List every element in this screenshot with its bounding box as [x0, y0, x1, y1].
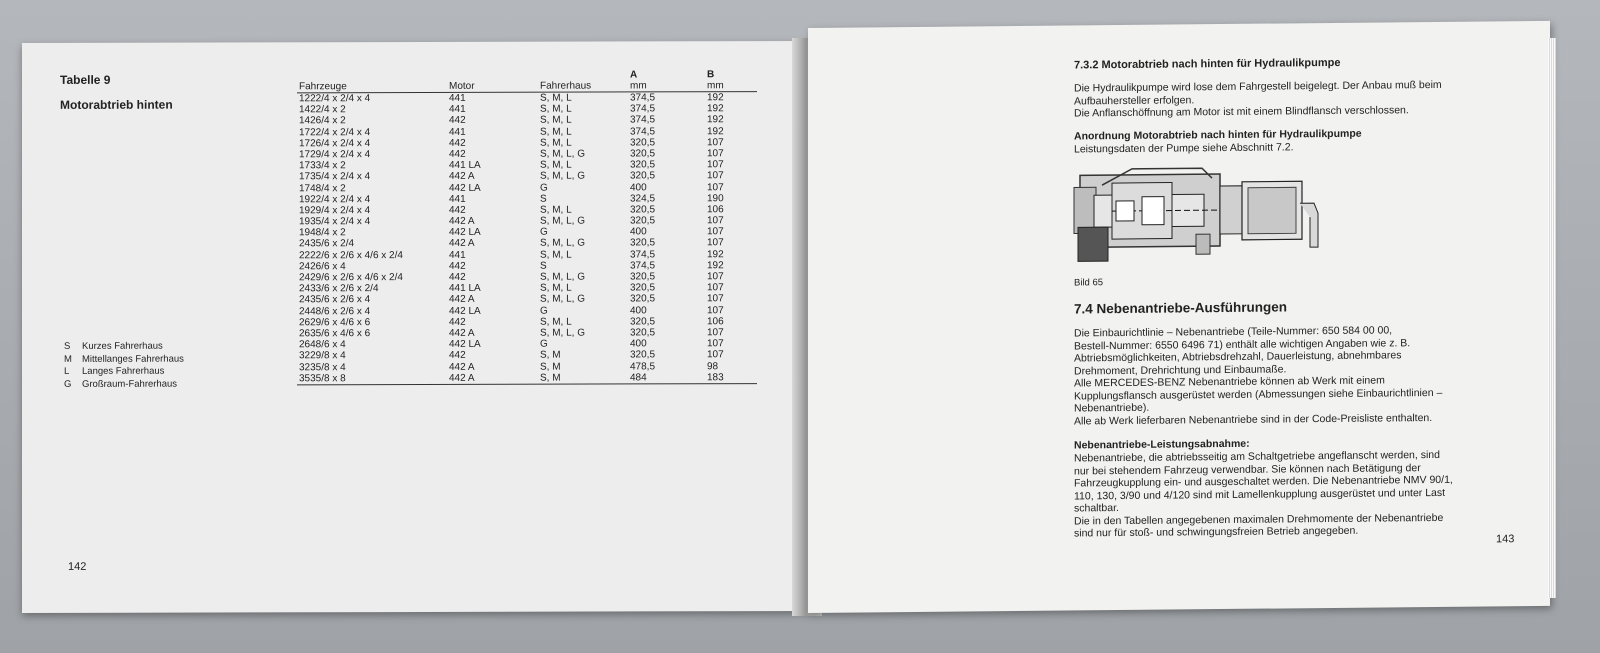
table-cell: 442 A [449, 171, 475, 183]
table-cell: S, M, L, G [540, 170, 586, 182]
table-cell: 107 [707, 159, 724, 171]
text-line: 110, 130, 3/90 und 4/120 sind mit Lamellenkupplung ausgerüstet und unter Last [1074, 486, 1446, 502]
table-cell: 2629/6 x 4/6 x 6 [299, 316, 371, 329]
text-line: Kupplungsflansch ausgerüstet werden (Abmessungen siehe Einbaurichtlinien – [1074, 386, 1443, 402]
table-cell: 441 [449, 104, 466, 116]
text-line: Alle ab Werk lieferbaren Nebenantriebe sind in der Code-Preisliste enthalten. [1074, 411, 1433, 427]
table-cell: 107 [707, 349, 724, 361]
table-cell: 107 [707, 181, 724, 193]
table-cell: 183 [707, 371, 724, 383]
table-cell: S [540, 193, 547, 205]
table-cell: 442 [449, 115, 466, 127]
table-cell: 442 LA [449, 338, 481, 351]
table-cell: S, M, L [540, 103, 572, 115]
table-cell: 441 [449, 193, 466, 205]
table-cell: 374,5 [630, 92, 656, 104]
text-line: Alle MERCEDES-BENZ Nebenantriebe können ab Werk mit einem [1074, 374, 1385, 390]
table-cell: 442 [449, 137, 466, 149]
table-cell: 320,5 [630, 170, 656, 182]
table-subtitle: Motorabtrieb hinten [60, 97, 173, 112]
table-cell: 320,5 [630, 271, 656, 283]
table-cell: 2429/6 x 2/6 x 4/6 x 2/4 [299, 272, 403, 284]
table-title: Tabelle 9 [60, 72, 111, 87]
header-cab: Fahrerhaus [540, 80, 592, 92]
table-cell: 442 A [449, 361, 475, 373]
left-page [22, 41, 812, 613]
figure-caption: Bild 65 [1074, 277, 1104, 289]
table-cell: 400 [630, 226, 647, 238]
table-cell: 106 [707, 315, 724, 327]
table-cell: 1748/4 x 2 [299, 182, 346, 194]
table-cell: S, M, L [540, 159, 572, 171]
table-cell: 2435/6 x 2/6 x 4 [299, 294, 371, 306]
legend-item [64, 378, 184, 391]
table-cell: 2222/6 x 2/6 x 4/6 x 2/4 [299, 249, 403, 261]
table-cell: 320,5 [630, 282, 656, 294]
table-cell: 320,5 [630, 316, 656, 328]
intro-line: Die Anflanschöffnung am Motor ist mit einem Blindflansch verschlossen. [1074, 104, 1409, 120]
table-cell: 320,5 [630, 293, 656, 305]
table-cell: 1426/4 x 2 [299, 115, 346, 127]
table-cell: 484 [630, 372, 647, 384]
table-body [297, 92, 757, 385]
table-cell: S, M, L, G [540, 293, 586, 306]
legend-label: Mittellanges Fahrerhaus [82, 353, 184, 365]
text-line: Abtriebsmöglichkeiten, Abtriebsdrehzahl, Dauerleistung, abnehmbares [1074, 349, 1402, 365]
table-cell: 107 [707, 327, 724, 339]
table-cell: 442 [449, 350, 466, 362]
table-cell: 2435/6 x 2/4 [299, 238, 355, 250]
header-vehicle: Fahrzeuge [299, 81, 347, 93]
table-cell: 2433/6 x 2/6 x 2/4 [299, 283, 379, 295]
table-cell: 192 [707, 260, 724, 272]
table-cell: G [540, 226, 548, 238]
table-cell: S, M, L [540, 114, 572, 127]
table-cell: 1722/4 x 2/4 x 4 [299, 126, 371, 138]
text-line: Nebenantriebe, die abtriebsseitig am Schaltgetriebe angeflanscht werden, sind [1074, 448, 1440, 465]
page-number-right: 143 [1496, 533, 1515, 546]
legend-key: S [64, 340, 71, 352]
table-cell: 2448/6 x 2/6 x 4 [299, 305, 371, 317]
table-cell: 442 A [449, 238, 475, 250]
table-cell: 107 [707, 148, 724, 160]
table-cell: 192 [707, 125, 724, 137]
table-cell: 400 [630, 181, 647, 193]
table-cell: 106 [707, 204, 724, 216]
table-cell: 320,5 [630, 148, 656, 160]
table-cell: S, M, L [540, 282, 572, 294]
table-cell: S [540, 260, 547, 272]
table-cell: 400 [630, 304, 647, 317]
legend-key: M [64, 353, 72, 365]
table-cell: 441 [449, 126, 466, 138]
table-cell: 374,5 [630, 125, 656, 138]
table-cell: 1726/4 x 2/4 x 4 [299, 137, 371, 150]
table-cell: 442 [449, 148, 466, 160]
table-cell: 374,5 [630, 249, 656, 261]
table-cell: 442 A [449, 294, 475, 306]
arrangement-title: Anordnung Motorabtrieb nach hinten für Hydraulikpumpe [1074, 127, 1362, 143]
text-line: Bestell-Nummer: 6550 6496 71) enthält alle wichtigen Angaben wie z. B. [1074, 336, 1411, 352]
table-cell: 1729/4 x 2/4 x 4 [299, 149, 371, 161]
table-cell: S, M, L [540, 126, 572, 138]
table-cell: S, M, L [540, 204, 572, 216]
subsection-text [1074, 448, 1514, 540]
table-cell: 107 [707, 293, 724, 305]
text-line: Fahrzeugkupplung ein- und ausgeschaltet werden. Die Nebenantriebe NMV 90/1, [1074, 473, 1453, 490]
legend-item [64, 341, 184, 354]
table-cell: 374,5 [630, 103, 656, 115]
table-cell: 320,5 [630, 237, 656, 249]
legend-label: Langes Fahrerhaus [82, 365, 165, 377]
table-cell: S, M [540, 361, 561, 373]
section-heading-7-4: 7.4 Nebenantriebe-Ausführungen [1074, 299, 1288, 317]
table-row [297, 372, 757, 384]
legend-label: Großraum-Fahrerhaus [82, 378, 178, 390]
hydraulic-pump-drawing [1072, 163, 1334, 266]
table-header [297, 69, 757, 93]
table-cell: 107 [707, 304, 724, 316]
table-cell: 3235/8 x 4 [299, 361, 346, 373]
table-cell: 374,5 [630, 260, 656, 272]
table-cell: S, M, L [540, 249, 572, 261]
table-cell: 320,5 [630, 215, 656, 227]
table-cell: 441 [449, 249, 466, 261]
table-cell: 442 LA [449, 182, 481, 194]
legend-item [64, 353, 184, 366]
intro-line: Aufbauhersteller erfolgen. [1074, 93, 1195, 107]
table-cell: 442 LA [449, 227, 481, 239]
table-cell: 1929/4 x 2/4 x 4 [299, 204, 371, 217]
table-cell: S, M, L, G [540, 237, 586, 250]
table-cell: 320,5 [630, 137, 656, 149]
table-cell: 400 [630, 338, 647, 350]
table-cell: 1733/4 x 2 [299, 160, 346, 172]
table-cell: 1922/4 x 2/4 x 4 [299, 193, 371, 205]
vehicle-table [297, 69, 757, 385]
subsection-title: Nebenantriebe-Leistungsabnahme: [1074, 437, 1250, 452]
table-cell: 442 LA [449, 305, 481, 317]
page-number-left: 142 [68, 560, 87, 573]
table-cell: 192 [707, 114, 724, 126]
table-cell: 441 LA [449, 159, 481, 172]
table-cell: 442 A [449, 215, 475, 227]
table-cell: 320,5 [630, 159, 656, 171]
table-cell: S, M [540, 372, 561, 384]
text-line: Die Einbaurichtlinie – Nebenantriebe (Teile-Nummer: 650 584 00 00, [1074, 324, 1393, 340]
table-cell: 442 [449, 316, 466, 328]
table-cell: G [540, 338, 548, 350]
table-cell: 190 [707, 192, 724, 204]
table-cell: S, M, L, G [540, 271, 586, 283]
table-cell: S, M, L, G [540, 327, 586, 339]
table-cell: 320,5 [630, 327, 656, 339]
header-motor: Motor [449, 80, 475, 92]
table-cell: 374,5 [630, 114, 656, 126]
intro-text [1074, 78, 1514, 120]
table-cell: 324,5 [630, 193, 656, 205]
table-cell: 3229/8 x 4 [299, 350, 346, 362]
table-cell: 320,5 [630, 349, 656, 361]
table-cell: S, M, L [540, 316, 572, 328]
table-cell: S, M, L, G [540, 215, 586, 227]
text-line: schaltbar. [1074, 502, 1119, 515]
table-cell: S, M [540, 349, 561, 361]
table-cell: 107 [707, 237, 724, 249]
section-heading-7-3-2: 7.3.2 Motorabtrieb nach hinten für Hydraulikpumpe [1074, 56, 1341, 72]
right-page [808, 21, 1550, 613]
table-cell: S, M, L [540, 92, 572, 104]
table-cell: 442 [449, 271, 466, 283]
table-cell: 442 A [449, 327, 475, 339]
legend-key: L [64, 365, 70, 377]
table-cell: G [540, 182, 548, 194]
table-cell: S, M, L, G [540, 148, 586, 160]
table-cell: 442 [449, 204, 466, 216]
table-cell: 192 [707, 248, 724, 260]
table-cell: 442 A [449, 372, 475, 384]
header-b: B [707, 69, 715, 81]
table-cell: G [540, 305, 548, 317]
text-line: sind nur für stoß- und schwingungsfreien Betrieb angegeben. [1074, 524, 1359, 540]
table-cell: 442 [449, 260, 466, 272]
table-cell: 1222/4 x 2/4 x 4 [299, 93, 371, 105]
legend-label: Kurzes Fahrerhaus [82, 340, 163, 352]
text-line: Die in den Tabellen angegebenen maximalen Drehmomente der Nebenantriebe [1074, 511, 1444, 527]
table-cell: 441 LA [449, 283, 481, 295]
header-b-unit: mm [707, 80, 724, 92]
table-cell: 441 [449, 92, 466, 104]
intro-line: Die Hydraulikpumpe wird lose dem Fahrgestell beigelegt. Der Anbau muß beim [1074, 78, 1442, 95]
table-cell: 320,5 [630, 204, 656, 216]
table-cell: 1935/4 x 2/4 x 4 [299, 216, 371, 228]
table-cell: 1735/4 x 2/4 x 4 [299, 171, 371, 183]
table-cell: 192 [707, 92, 724, 104]
header-a-unit: mm [630, 80, 647, 92]
cab-legend [64, 341, 184, 391]
page-edges [1548, 38, 1556, 598]
table-cell: 2426/6 x 4 [299, 260, 346, 273]
text-line: Drehmoment, Drehrichtung und Einbaumaße. [1074, 362, 1287, 377]
text-line: Nebenantriebe). [1074, 401, 1150, 415]
table-cell: 3535/8 x 8 [299, 372, 346, 384]
table-cell: 107 [707, 338, 724, 350]
table-cell: 1422/4 x 2 [299, 104, 346, 116]
table-cell: 107 [707, 226, 724, 238]
table-cell: 107 [707, 136, 724, 148]
legend-item [64, 366, 184, 379]
table-cell: 1948/4 x 2 [299, 227, 346, 239]
text-line: nur bei stehendem Fahrzeug verwendbar. Sie können nach Betätigung der [1074, 461, 1421, 477]
section-7-4-text [1074, 323, 1514, 427]
legend-key: G [64, 378, 72, 390]
table-cell: 2648/6 x 4 [299, 339, 346, 351]
table-cell: 2635/6 x 4/6 x 6 [299, 328, 371, 340]
table-cell: 107 [707, 215, 724, 227]
table-cell: 107 [707, 271, 724, 283]
arrangement-note: Leistungsdaten der Pumpe siehe Abschnitt 7.2. [1074, 141, 1294, 156]
table-cell: S, M, L [540, 137, 572, 149]
table-cell: 192 [707, 103, 724, 115]
table-cell: 98 [707, 360, 719, 372]
table-cell: 107 [707, 170, 724, 182]
table-cell: 107 [707, 282, 724, 294]
header-a: A [630, 69, 638, 81]
table-cell: 478,5 [630, 360, 656, 372]
